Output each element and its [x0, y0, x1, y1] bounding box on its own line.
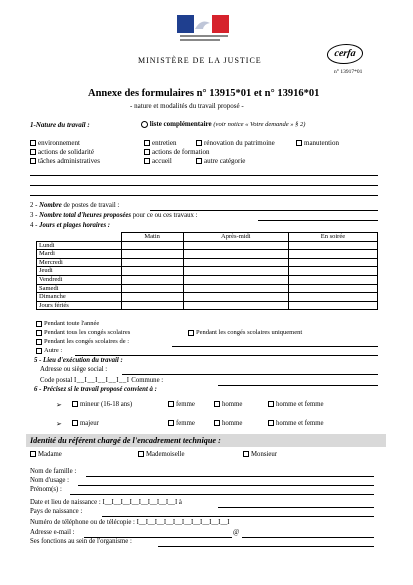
lieu-address-label: Adresse ou siège social :	[40, 366, 108, 373]
cell-soiree[interactable]	[288, 275, 377, 284]
col-matin: Matin	[121, 233, 183, 242]
cell-soiree[interactable]	[288, 284, 377, 293]
nom-famille-label: Nom de famille :	[30, 468, 77, 475]
lieu-postal-row	[40, 377, 163, 384]
birth-place-input[interactable]	[218, 507, 374, 508]
nature-option-entretien[interactable]	[144, 139, 177, 147]
list-radio[interactable]	[141, 121, 148, 128]
nature-line-3[interactable]	[30, 195, 378, 196]
referent-heading: Identité du référent chargé de l'encadrement technique :	[30, 436, 221, 445]
jours-bold: Jours et plages horaires :	[39, 222, 111, 229]
option-label: manutention	[304, 139, 339, 147]
heures-label: pour ce ou ces travaux :	[132, 212, 198, 219]
cell-soiree[interactable]	[288, 241, 377, 250]
option-label: homme et femme	[276, 420, 324, 427]
cell-soiree[interactable]	[288, 258, 377, 267]
day-label: Jours fériés	[37, 301, 122, 310]
email-label: Adresse e-mail :	[30, 529, 75, 536]
period-label: Pendant les congés scolaires de :	[44, 338, 130, 345]
cell-matin[interactable]	[121, 275, 183, 284]
cell-apres-midi[interactable]	[183, 250, 288, 259]
day-row	[37, 241, 378, 250]
nature-option-accueil[interactable]	[144, 157, 172, 165]
day-row	[37, 275, 378, 284]
checkbox[interactable]	[168, 420, 174, 426]
cell-apres-midi[interactable]	[183, 284, 288, 293]
col-apres-midi: Après-midi	[183, 233, 288, 242]
nom-usage-label: Nom d'usage :	[30, 477, 69, 484]
checkbox[interactable]	[144, 149, 150, 155]
checkbox[interactable]	[268, 401, 274, 407]
email-at: @	[233, 529, 240, 536]
cell-soiree[interactable]	[288, 301, 377, 310]
civility-label: Madame	[38, 451, 62, 458]
schedule-table	[36, 232, 378, 310]
option-label: actions de formation	[152, 148, 210, 156]
nom-famille-input[interactable]	[86, 476, 374, 477]
checkbox[interactable]	[36, 339, 42, 345]
day-row	[37, 250, 378, 259]
checkbox[interactable]	[214, 401, 220, 407]
cerfa-logo-text: cerfa	[333, 48, 357, 59]
checkbox[interactable]	[268, 420, 274, 426]
nature-line-1[interactable]	[30, 175, 378, 176]
day-row	[37, 267, 378, 276]
checkbox[interactable]	[30, 149, 36, 155]
checkbox[interactable]	[30, 158, 36, 164]
postal-label: Code postal	[40, 377, 73, 384]
form-title: Annexe des formulaires n° 13915*01 et n° 13916*01	[88, 88, 320, 99]
day-row	[37, 293, 378, 302]
list-note: (voir notice « Votre demande » § 2)	[213, 121, 306, 128]
postes-label: de postes de travail :	[63, 202, 120, 209]
cell-apres-midi[interactable]	[183, 301, 288, 310]
option-label: rénovation du patrimoine	[204, 139, 275, 147]
nature-option-manutention[interactable]	[296, 139, 339, 147]
option-label: majeur	[80, 420, 99, 427]
day-label: Dimanche	[37, 293, 122, 302]
cell-matin[interactable]	[121, 258, 183, 267]
day-label: Samedi	[37, 284, 122, 293]
option-label: entretien	[152, 139, 177, 147]
option-homme-femme-2[interactable]	[268, 420, 324, 427]
checkbox[interactable]	[36, 348, 42, 354]
nature-label: 1-Nature du travail :	[30, 121, 90, 129]
option-label: homme et femme	[276, 401, 324, 408]
country-input[interactable]	[102, 516, 374, 517]
period-conges-input[interactable]	[172, 346, 378, 347]
prenom-label: Prénom(s) :	[30, 486, 62, 493]
option-label: femme	[176, 401, 195, 408]
cell-matin[interactable]	[121, 301, 183, 310]
option-label: autre catégorie	[204, 157, 246, 165]
nature-line-2[interactable]	[30, 185, 378, 186]
heures-num: 3 -	[30, 212, 38, 219]
period-autre-input[interactable]	[75, 355, 378, 356]
period-toute-annee[interactable]	[36, 320, 99, 327]
cell-soiree[interactable]	[288, 250, 377, 259]
email-domain-input[interactable]	[242, 537, 374, 538]
country-label: Pays de naissance :	[30, 508, 83, 515]
checkbox[interactable]	[196, 158, 202, 164]
civility-madame[interactable]	[30, 451, 62, 458]
postes-bold: Nombre	[39, 202, 62, 209]
option-label: mineur (16-18 ans)	[80, 401, 133, 408]
schedule-header-row	[37, 233, 378, 242]
arrow-icon: ➢	[56, 402, 62, 409]
option-femme-1[interactable]	[168, 401, 195, 408]
cell-apres-midi[interactable]	[183, 241, 288, 250]
day-label: Vendredi	[37, 275, 122, 284]
nature-option-renovation[interactable]	[196, 139, 275, 147]
ministry-name: MINISTÈRE DE LA JUSTICE	[138, 56, 262, 65]
checkbox[interactable]	[36, 330, 42, 336]
checkbox[interactable]	[243, 451, 249, 457]
list-option[interactable]	[141, 120, 305, 128]
cell-matin[interactable]	[121, 293, 183, 302]
civility-monsieur[interactable]	[243, 451, 277, 458]
cell-matin[interactable]	[121, 267, 183, 276]
period-autre[interactable]	[36, 347, 62, 354]
checkbox[interactable]	[144, 140, 150, 146]
civility-mademoiselle[interactable]	[138, 451, 185, 458]
period-label: Pendant tous les congés scolaires	[44, 329, 131, 336]
option-homme-femme-1[interactable]	[268, 401, 324, 408]
col-soiree: En soirée	[288, 233, 377, 242]
period-conges-de[interactable]	[36, 338, 129, 345]
period-conges-uniquement[interactable]	[188, 329, 302, 336]
day-row	[37, 258, 378, 267]
cerfa-logo	[326, 44, 365, 64]
option-femme-2[interactable]	[168, 420, 195, 427]
public-label: 6 - Précisez si le travail proposé convient à :	[34, 386, 157, 393]
checkbox[interactable]	[36, 321, 42, 327]
cell-matin[interactable]	[121, 241, 183, 250]
option-label: tâches administratives	[38, 157, 101, 165]
cell-soiree[interactable]	[288, 293, 377, 302]
jours-row	[30, 222, 110, 229]
heures-bold: Nombre total d'heures proposées	[39, 212, 132, 219]
option-label: femme	[176, 420, 195, 427]
republic-line	[180, 35, 228, 37]
checkbox[interactable]	[72, 420, 78, 426]
cell-apres-midi[interactable]	[183, 267, 288, 276]
list-label: liste complémentaire	[149, 120, 212, 128]
checkbox[interactable]	[296, 140, 302, 146]
lieu-address-input[interactable]	[122, 374, 378, 375]
cell-apres-midi[interactable]	[183, 275, 288, 284]
postes-num: 2 -	[30, 202, 38, 209]
day-row	[37, 284, 378, 293]
day-row	[37, 301, 378, 310]
nom-usage-input[interactable]	[78, 485, 374, 486]
cell-matin[interactable]	[121, 250, 183, 259]
phone-label: Numéro de téléphone ou de télécopie : I__I__I__I__I__I__I__I__I__I__I	[30, 519, 230, 526]
cell-soiree[interactable]	[288, 267, 377, 276]
prenom-input[interactable]	[70, 494, 374, 495]
period-tous-conges[interactable]	[36, 329, 130, 336]
checkbox[interactable]	[30, 451, 36, 457]
option-label: homme	[222, 401, 243, 408]
birth-label: Date et lieu de naissance : I__I__I__I__I__I__I__I__I à	[30, 499, 182, 506]
period-label: Pendant les congés scolaires uniquement	[196, 329, 303, 336]
civility-label: Mademoiselle	[146, 451, 185, 458]
arrow-icon: ➢	[56, 421, 62, 428]
period-label: Pendant toute l'année	[44, 320, 100, 327]
checkbox[interactable]	[30, 140, 36, 146]
republic-line-2	[180, 39, 220, 41]
nature-option-solidarite[interactable]	[30, 148, 94, 156]
day-label: Mercredi	[37, 258, 122, 267]
checkbox[interactable]	[138, 451, 144, 457]
option-mineur[interactable]	[72, 401, 132, 408]
option-label: homme	[222, 420, 243, 427]
checkbox[interactable]	[144, 158, 150, 164]
nature-option-formation[interactable]	[144, 148, 210, 156]
commune-input[interactable]	[218, 385, 378, 386]
form-subtitle: - nature et modalités du travail proposé -	[130, 102, 244, 110]
jours-num: 4 -	[30, 222, 38, 229]
commune-label: Commune :	[131, 377, 164, 384]
heures-row	[30, 212, 197, 219]
cell-apres-midi[interactable]	[183, 293, 288, 302]
option-homme-1[interactable]	[214, 401, 242, 408]
civility-label: Monsieur	[251, 451, 278, 458]
checkbox[interactable]	[196, 140, 202, 146]
cell-matin[interactable]	[121, 284, 183, 293]
day-label: Lundi	[37, 241, 122, 250]
option-label: accueil	[152, 157, 172, 165]
option-label: environnement	[38, 139, 80, 147]
nature-option-administratives[interactable]	[30, 157, 100, 165]
cell-apres-midi[interactable]	[183, 258, 288, 267]
role-input[interactable]	[158, 546, 374, 547]
postes-row	[30, 202, 119, 209]
nature-row	[30, 121, 90, 129]
checkbox[interactable]	[72, 401, 78, 407]
postes-input[interactable]	[150, 210, 378, 211]
day-label: Jeudi	[37, 267, 122, 276]
nature-option-autre[interactable]	[196, 157, 245, 165]
checkbox[interactable]	[214, 420, 220, 426]
period-label: Autre :	[44, 347, 63, 354]
checkbox[interactable]	[188, 330, 194, 336]
marianne-logo	[177, 15, 229, 33]
corner-cell	[37, 233, 122, 242]
day-label: Mardi	[37, 250, 122, 259]
role-label: Ses fonctions au sein de l'organisme :	[30, 538, 132, 545]
nature-option-environnement[interactable]	[30, 139, 80, 147]
lieu-label: 5 - Lieu d'exécution du travail :	[34, 357, 123, 364]
option-majeur[interactable]	[72, 420, 99, 427]
option-homme-2[interactable]	[214, 420, 242, 427]
option-label: actions de solidarité	[38, 148, 94, 156]
heures-input[interactable]	[258, 220, 378, 221]
checkbox[interactable]	[168, 401, 174, 407]
cerfa-number: n° 13917*01	[334, 69, 363, 75]
postal-boxes[interactable]: I__I__I__I__I__I	[74, 377, 130, 384]
